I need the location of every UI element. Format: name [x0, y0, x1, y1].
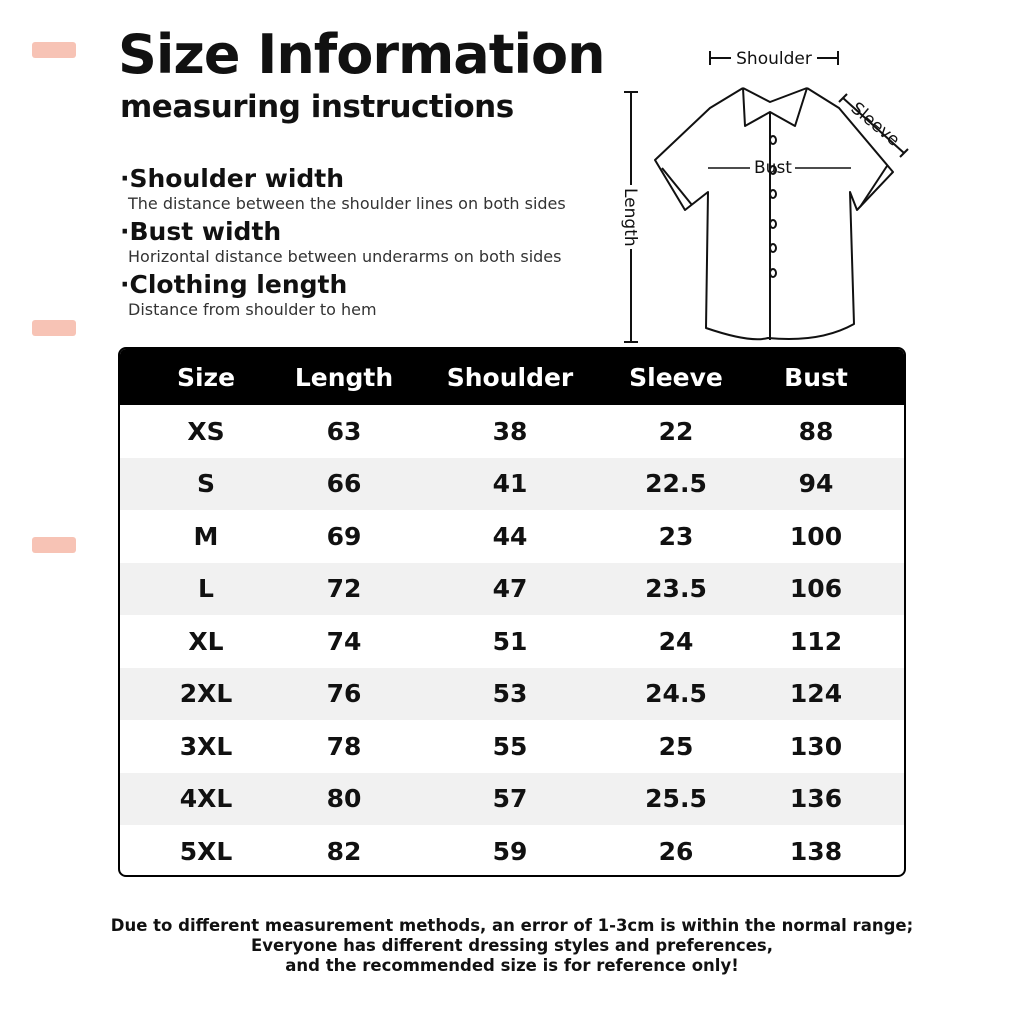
- sleeve-cell: 24: [658, 626, 694, 656]
- sleeve-cell: 22.5: [645, 469, 707, 499]
- header-size: Size: [176, 362, 236, 392]
- table-row: [120, 825, 904, 877]
- size-cell: 3XL: [179, 731, 233, 761]
- size-cell: 5XL: [179, 836, 233, 866]
- instruction-shoulder: [120, 166, 600, 213]
- bust-cell: 124: [789, 679, 843, 709]
- instruction-description: Distance from shoulder to hem: [128, 300, 377, 319]
- length-cell: 72: [326, 574, 362, 604]
- instruction-description: Horizontal distance between underarms on both sides: [128, 247, 562, 266]
- shirt-icon: [610, 40, 910, 350]
- sleeve-cell: 26: [658, 836, 694, 866]
- shoulder-cell: 57: [492, 784, 528, 814]
- size-cell: 4XL: [179, 784, 233, 814]
- sleeve-cell: 22: [658, 416, 694, 446]
- size-cell: XL: [188, 626, 224, 656]
- bust-cell: 130: [789, 731, 843, 761]
- shoulder-cell: 51: [492, 626, 528, 656]
- page-subtitle: measuring instructions: [120, 89, 514, 125]
- page-title: Size Information: [118, 23, 605, 86]
- sleeve-label: Sleeve: [846, 98, 904, 151]
- note-line: and the recommended size is for reference only!: [285, 956, 739, 975]
- sleeve-cell: 23: [658, 521, 694, 551]
- note-line: Due to different measurement methods, an error of 1-3cm is within the normal range;: [110, 916, 914, 935]
- shoulder-cell: 38: [492, 416, 528, 446]
- sleeve-cell: 23.5: [645, 574, 707, 604]
- bust-label: Bust: [754, 158, 792, 178]
- watermark-logo: [32, 537, 76, 553]
- shoulder-cell: 53: [492, 679, 528, 709]
- table-row: [120, 510, 904, 563]
- length-cell: 78: [326, 731, 362, 761]
- instruction-bust: [120, 219, 600, 266]
- size-table: [118, 347, 906, 877]
- header-bust: Bust: [784, 362, 848, 392]
- shoulder-cell: 47: [492, 574, 528, 604]
- shoulder-cell: 55: [492, 731, 528, 761]
- length-cell: 74: [326, 626, 362, 656]
- shoulder-cell: 41: [492, 469, 528, 499]
- table-row: [120, 720, 904, 773]
- shoulder-cell: 59: [492, 836, 528, 866]
- size-cell: S: [196, 469, 215, 499]
- size-cell: 2XL: [179, 679, 233, 709]
- bust-cell: 106: [789, 574, 843, 604]
- watermark-logo: [32, 320, 76, 336]
- length-cell: 66: [326, 469, 362, 499]
- table-row: [120, 668, 904, 721]
- instruction-heading: ·Bust width: [120, 217, 282, 246]
- table-row: [120, 773, 904, 826]
- size-cell: XS: [187, 416, 225, 446]
- bust-cell: 112: [789, 626, 843, 656]
- length-cell: 76: [326, 679, 362, 709]
- length-cell: 80: [326, 784, 362, 814]
- shirt-measurement-diagram: [610, 40, 910, 350]
- length-cell: 82: [326, 836, 362, 866]
- table-row: [120, 563, 904, 616]
- sleeve-cell: 25.5: [645, 784, 707, 814]
- instruction-heading: ·Clothing length: [120, 270, 348, 299]
- header-sleeve: Sleeve: [629, 362, 723, 392]
- instruction-heading: ·Shoulder width: [120, 164, 345, 193]
- sleeve-cell: 25: [658, 731, 694, 761]
- header-length: Length: [294, 362, 394, 392]
- length-cell: 69: [326, 521, 362, 551]
- bust-cell: 136: [789, 784, 843, 814]
- bust-cell: 138: [789, 836, 843, 866]
- length-cell: 63: [326, 416, 362, 446]
- bust-cell: 94: [798, 469, 834, 499]
- sleeve-cell: 24.5: [645, 679, 707, 709]
- length-label: Length: [620, 188, 640, 247]
- instruction-length: [120, 272, 600, 319]
- bust-cell: 100: [789, 521, 843, 551]
- header-shoulder: Shoulder: [446, 362, 574, 392]
- instruction-description: The distance between the shoulder lines on both sides: [128, 194, 566, 213]
- shoulder-label: Shoulder: [736, 49, 812, 69]
- table-row: [120, 405, 904, 458]
- table-row: [120, 615, 904, 668]
- size-cell: M: [193, 521, 219, 551]
- disclaimer-note: [0, 916, 1024, 976]
- watermark-logo: [32, 42, 76, 58]
- size-cell: L: [198, 574, 214, 604]
- table-header: [120, 349, 904, 405]
- table-row: [120, 458, 904, 511]
- note-line: Everyone has different dressing styles and preferences,: [251, 936, 773, 955]
- shoulder-cell: 44: [492, 521, 528, 551]
- bust-cell: 88: [798, 416, 834, 446]
